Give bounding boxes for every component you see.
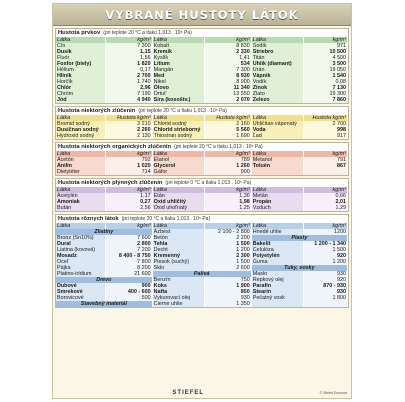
- header-substance: Látka: [56, 37, 106, 43]
- density-value: 930: [304, 271, 348, 277]
- substance-name: Kremík: [152, 49, 204, 55]
- header-substance: Látka: [251, 37, 303, 43]
- density-value: 1,41: [205, 55, 252, 61]
- substance-name: Tehla: [152, 241, 204, 247]
- substance-name: Vápnik: [251, 73, 303, 79]
- substance-name: Kyslík: [152, 55, 204, 61]
- substance-name: Pečatný vosk: [251, 295, 303, 301]
- density-value: 2 600: [205, 265, 252, 271]
- substance-name: Uhličitan vápenatý: [251, 121, 303, 127]
- density-value: 4 500: [304, 55, 348, 61]
- section-conditions-note: (pri teplote 20 °C a tlaku 1,013 . 10⁵ Pa): [174, 144, 263, 150]
- substance-name: Toluén: [251, 163, 303, 169]
- density-value: 789: [205, 157, 252, 163]
- section-0: [55, 28, 349, 104]
- density-value: 1,56: [106, 55, 153, 61]
- substance-name: Ľad: [251, 133, 303, 139]
- density-value: 2,56: [106, 205, 153, 211]
- substance-name: Nikel: [152, 79, 204, 85]
- substance-name: Glycerol: [152, 163, 204, 169]
- substance-name: Hliník: [56, 73, 106, 79]
- substance-name: Med: [152, 73, 204, 79]
- substance-name: Horčík: [56, 79, 106, 85]
- substance-name: Vykurovací olej: [152, 295, 204, 301]
- substance-name: Hnedé uhlie: [251, 229, 303, 235]
- density-value: 2 200: [205, 235, 252, 241]
- substance-name: Amoniak: [56, 199, 106, 205]
- substance-name: Zinok: [251, 85, 303, 91]
- substance-name: Dietyléter: [56, 169, 106, 175]
- substance-name: Fluór: [56, 55, 106, 61]
- density-table: [56, 115, 348, 139]
- header-density: kg/m³: [205, 151, 252, 157]
- substance-name: Bakelit: [251, 241, 303, 247]
- density-value: 2,96: [106, 85, 153, 91]
- density-value: 792: [106, 157, 153, 163]
- substance-name: Voda: [251, 127, 303, 133]
- header-density: kg/m³: [304, 151, 348, 157]
- density-value: 1 260: [205, 163, 252, 169]
- density-value: 7 190: [106, 91, 153, 97]
- substance-name: Gáfor: [152, 169, 204, 175]
- category-heading: Drevo: [56, 277, 152, 283]
- section-heading: [56, 215, 348, 223]
- substance-name: Bromid sodný: [56, 121, 106, 127]
- substance-name: Piesok (suchý): [152, 259, 204, 265]
- section-conditions-note: (pri teplote 20 °C a tlaku 1,013 . 10⁵ Pa): [121, 216, 211, 222]
- substance-name: Jód: [56, 97, 106, 103]
- substance-name: Koks: [152, 283, 204, 289]
- density-value: 1 200: [205, 247, 252, 253]
- density-value: 8 930: [205, 73, 252, 79]
- table-row: [56, 169, 348, 175]
- density-value: 7 300: [106, 43, 153, 49]
- header-substance: Látka: [152, 151, 204, 157]
- density-value: 21 600: [106, 271, 153, 277]
- header-density: kg/m³: [205, 223, 252, 229]
- substance-name: Repkový olej: [251, 277, 303, 283]
- substance-name: Dusičnan sodný: [56, 127, 106, 133]
- density-value: 998: [304, 127, 348, 133]
- density-value: 1,36: [205, 193, 252, 199]
- header-density: kg/m³: [205, 187, 252, 193]
- header-density: kg/m³: [106, 37, 153, 43]
- density-value: 1 200 - 1 340: [304, 241, 348, 247]
- substance-name: Vodík: [251, 79, 303, 85]
- section-heading-text: Hustota niektorých zlúčenín: [58, 108, 136, 114]
- substance-name: Borovicové: [56, 295, 106, 301]
- substance-name: Kremenný: [152, 253, 204, 259]
- density-value: 2,01: [304, 199, 348, 205]
- header-density: kg/m³: [106, 187, 153, 193]
- density-poster: [52, 3, 352, 399]
- category-heading: Palivá: [152, 271, 251, 277]
- page-title: VYBRANÉ HUSTOTY LÁTOK: [105, 7, 299, 22]
- substance-name: Propán: [251, 199, 303, 205]
- header-substance: Látka: [152, 115, 204, 121]
- section-heading-text: Hustota niektorých plynných zlúčenín: [58, 180, 163, 186]
- substance-name: Anilín: [56, 163, 106, 169]
- sections-container: [53, 28, 351, 308]
- substance-name: Platino-irídium: [56, 271, 106, 277]
- substance-name: Chlorid strieborný: [152, 127, 204, 133]
- section-heading-text: Hustota niektorých organických zlúčenín: [58, 144, 172, 150]
- substance-name: Decht: [152, 247, 204, 253]
- header-density: Hustota kg/m³: [106, 115, 153, 121]
- density-value: 1,98: [205, 199, 252, 205]
- substance-name: Fosfor (biely): [56, 61, 106, 67]
- substance-name: Azbest: [152, 229, 204, 235]
- substance-name: Vzduch: [251, 205, 303, 211]
- table-row: [56, 205, 348, 211]
- density-value: 0,17: [106, 67, 153, 73]
- density-value: 2 160: [205, 121, 252, 127]
- density-table: [56, 151, 348, 175]
- substance-name: Liatina (kovová): [56, 247, 106, 253]
- section-heading: [56, 179, 348, 187]
- substance-name: Železo: [251, 97, 303, 103]
- density-value: 870 - 930: [304, 283, 348, 289]
- header-substance: Látka: [152, 187, 204, 193]
- density-value: 900: [205, 169, 252, 175]
- substance-name: Cín: [56, 43, 106, 49]
- density-value: 1,17: [106, 193, 153, 199]
- density-value: 1 200: [304, 259, 348, 265]
- substance-name: Bronz (Sn10%): [56, 235, 106, 241]
- density-value: 3 210: [106, 121, 153, 127]
- density-value: 10 500: [304, 49, 348, 55]
- density-value: 7 860: [304, 97, 348, 103]
- density-value: 2 260: [106, 127, 153, 133]
- substance-name: Smrekové: [56, 289, 106, 295]
- substance-name: Chlór: [56, 85, 106, 91]
- density-value: 1 820: [106, 61, 153, 67]
- substance-name: Sklo: [152, 265, 204, 271]
- substance-name: Stearín: [251, 289, 303, 295]
- substance-name: Polyetylén: [251, 253, 303, 259]
- substance-name: Oxid uhoľnatý: [152, 205, 204, 211]
- density-value: 2 700: [106, 73, 153, 79]
- density-value: 400 - 600: [106, 289, 153, 295]
- substance-name: Celulóza: [251, 247, 303, 253]
- substance-name: Nafta: [152, 289, 204, 295]
- header-substance: Látka: [56, 223, 106, 229]
- density-value: 19 300: [304, 91, 348, 97]
- density-value: 1 740: [106, 79, 153, 85]
- density-value: 971: [304, 43, 348, 49]
- density-value: 3 500: [304, 61, 348, 67]
- section-4: [55, 214, 349, 308]
- table-row: [56, 97, 348, 103]
- substance-name: Bután: [56, 205, 106, 211]
- header-substance: Látka: [251, 115, 303, 121]
- title-bar: [53, 4, 351, 26]
- header-density: kg/m³: [304, 187, 348, 193]
- density-value: 8 200: [106, 265, 153, 271]
- density-value: 1 500: [205, 241, 252, 247]
- substance-name: Hydroxid sodný: [56, 133, 106, 139]
- substance-name: Sodík: [251, 43, 303, 49]
- density-value: 920: [304, 277, 348, 283]
- density-value: 791: [304, 157, 348, 163]
- header-density: kg/m³: [106, 151, 153, 157]
- category-heading: Tuky, vosky: [251, 265, 347, 271]
- density-value: 900: [106, 283, 153, 289]
- density-value: 8 830: [205, 43, 252, 49]
- section-heading: [56, 107, 348, 115]
- substance-name: Ortuť: [152, 91, 204, 97]
- section-heading: [56, 143, 348, 151]
- substance-name: Oxid uhličitý: [152, 199, 204, 205]
- density-value: 19 050: [304, 67, 348, 73]
- density-value: 714: [106, 169, 153, 175]
- density-value: 1200: [304, 229, 348, 235]
- header-substance: Látka: [251, 187, 303, 193]
- section-3: [55, 178, 349, 212]
- section-1: [55, 106, 349, 140]
- density-value: 0,66: [304, 193, 348, 199]
- density-value: 850: [205, 289, 252, 295]
- substance-name: Dubové: [56, 283, 106, 289]
- substance-name: Lítium: [152, 61, 204, 67]
- density-value: 1 020: [106, 163, 153, 169]
- table-row: [56, 133, 348, 139]
- density-value: 7 200: [106, 247, 153, 253]
- substance-name: Mangán: [152, 67, 204, 73]
- density-value: 0,27: [106, 199, 153, 205]
- substance-name: Striebro: [251, 49, 303, 55]
- substance-name: Hélium: [56, 67, 106, 73]
- density-value: 8 400 - 8 750: [106, 253, 153, 259]
- substance-name: Urán: [251, 67, 303, 73]
- header-substance: Látka: [56, 115, 106, 121]
- section-heading-text: Hustota prvkov: [58, 30, 101, 36]
- substance-name: Metán: [251, 193, 303, 199]
- density-value: 13 550: [205, 91, 252, 97]
- section-conditions-note: (pri teplote 20 °C a tlaku 1,013 . 10⁵ Pa): [103, 30, 192, 36]
- section-heading: [56, 29, 348, 37]
- density-value: 1,25: [205, 205, 252, 211]
- substance-name: Olovo: [152, 85, 204, 91]
- density-value: 2 330: [205, 49, 252, 55]
- density-table: [56, 187, 348, 211]
- substance-name: Etán: [152, 193, 204, 199]
- density-value: 1 350: [205, 301, 252, 307]
- substance-name: Acetón: [56, 157, 106, 163]
- density-value: 7 300: [205, 67, 252, 73]
- substance-name: Oceľ: [56, 259, 106, 265]
- category-heading: Plasty: [251, 235, 347, 241]
- density-table: [56, 223, 348, 307]
- density-value: 1 900: [205, 283, 252, 289]
- density-value: 930: [205, 295, 252, 301]
- density-value: 2 700: [304, 121, 348, 127]
- header-substance: Látka: [152, 223, 204, 229]
- publisher-logo: STIEFEL: [172, 390, 205, 396]
- density-value: 1,15: [106, 49, 153, 55]
- density-value: 1 800: [304, 295, 348, 301]
- substance-name: Čierne uhlie: [152, 301, 204, 307]
- density-value: 4 940: [106, 97, 153, 103]
- density-value: [304, 169, 348, 175]
- density-value: 500: [106, 295, 153, 301]
- density-value: 917: [304, 133, 348, 139]
- substance-name: Parafín: [251, 283, 303, 289]
- section-conditions-note: (pri teplote 0 °C a tlaku 1,013 . 10⁵ Pa): [165, 180, 252, 186]
- density-value: 2 130: [106, 133, 153, 139]
- header-substance: Látka: [251, 151, 303, 157]
- substance-name: Chlorid sodný: [152, 121, 204, 127]
- density-value: 534: [205, 61, 252, 67]
- substance-name: Maslo: [251, 271, 303, 277]
- header-density: Hustota kg/m³: [205, 115, 252, 121]
- header-substance: Látka: [152, 37, 204, 43]
- substance-name: Zlato: [251, 91, 303, 97]
- density-value: 1 500: [205, 259, 252, 265]
- header-density: kg/m³: [106, 223, 153, 229]
- density-value: 1 540: [304, 73, 348, 79]
- density-value: 5 560: [205, 127, 252, 133]
- density-value: 867: [304, 163, 348, 169]
- density-value: [304, 301, 348, 307]
- density-table: [56, 37, 348, 103]
- density-value: 920: [304, 253, 348, 259]
- substance-name: [251, 301, 303, 307]
- substance-name: Benzín: [152, 277, 204, 283]
- substance-name: Titán: [251, 55, 303, 61]
- header-substance: Látka: [56, 187, 106, 193]
- substance-name: Guma: [251, 259, 303, 265]
- substance-name: Dusík: [56, 49, 106, 55]
- substance-name: Mosadz: [56, 253, 106, 259]
- substance-name: Metanol: [251, 157, 303, 163]
- category-heading: Stavebný materiál: [56, 301, 152, 307]
- section-heading-text: Hustota rôznych látok: [58, 216, 119, 222]
- substance-name: Chróm: [56, 91, 106, 97]
- header-density: Hustota kg/m³: [304, 115, 348, 121]
- table-row: [56, 301, 348, 307]
- density-value: 2 300: [205, 253, 252, 259]
- density-value: 1 500: [304, 247, 348, 253]
- substance-name: Síra (kosoštv.): [152, 97, 204, 103]
- category-heading: Zliatiny: [56, 229, 152, 235]
- footer: [53, 388, 351, 398]
- substance-name: Dural: [56, 241, 106, 247]
- section-2: [55, 142, 349, 176]
- substance-name: Kobalt: [152, 43, 204, 49]
- density-value: 11 340: [205, 85, 252, 91]
- density-value: 7 600: [106, 235, 153, 241]
- substance-name: Uhlík (diamant): [251, 61, 303, 67]
- substance-name: Acetylén: [56, 193, 106, 199]
- density-value: 2 070: [205, 97, 252, 103]
- density-value: 750: [205, 277, 252, 283]
- density-value: 8 900: [205, 79, 252, 85]
- substance-name: Betón: [152, 235, 204, 241]
- density-value: 2 100 - 2 800: [205, 229, 252, 235]
- density-value: 930: [304, 289, 348, 295]
- substance-name: Thiosíran sodný: [152, 133, 204, 139]
- header-density: kg/m³: [304, 37, 348, 43]
- header-density: kg/m³: [205, 37, 252, 43]
- substance-name: [251, 169, 303, 175]
- copyright-text: © Stiefel Eurocart: [319, 391, 347, 395]
- header-substance: Látka: [251, 223, 303, 229]
- density-value: 1 690: [205, 133, 252, 139]
- header-density: kg/m³: [304, 223, 348, 229]
- density-value: 0,08: [304, 79, 348, 85]
- density-value: 7 130: [304, 85, 348, 91]
- density-value: 2 800: [106, 241, 153, 247]
- density-value: 7 800: [106, 259, 153, 265]
- section-conditions-note: (pri teplote 20 °C a tlaku 1,013 . 10⁵ Pa): [138, 108, 227, 114]
- substance-name: Pájka: [56, 265, 106, 271]
- density-value: 1,29: [304, 205, 348, 211]
- header-substance: Látka: [56, 151, 106, 157]
- substance-name: Etanol: [152, 157, 204, 163]
